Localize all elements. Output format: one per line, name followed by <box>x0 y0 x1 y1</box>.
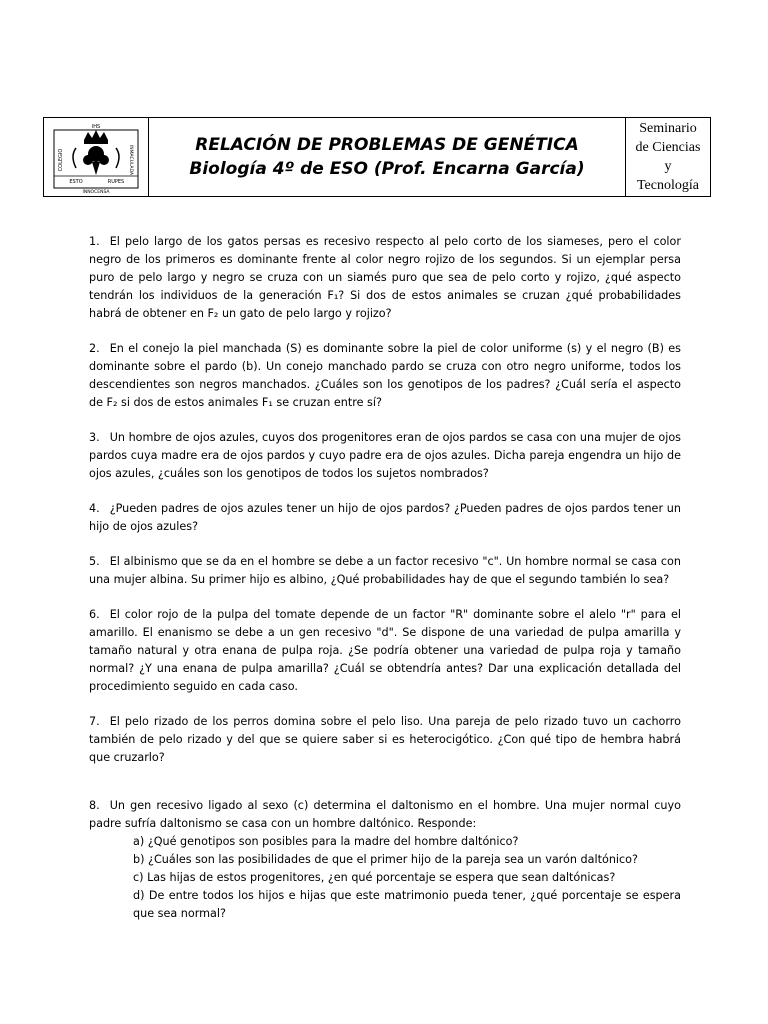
problem-5 <box>89 553 681 589</box>
problem-number: 4. <box>89 502 100 515</box>
department-cell <box>626 118 710 196</box>
sub-question-b: b) ¿Cuáles son las posibilidades de que el primer hijo de la pareja sea un varón daltónico? <box>133 853 638 866</box>
logo-text-left: COLEGIO <box>58 148 64 172</box>
department-line: Seminario <box>639 121 697 136</box>
department-label <box>636 119 701 195</box>
problem-number: 7. <box>89 715 100 728</box>
logo-text-right: INMACULADA <box>128 144 133 176</box>
problem-number: 3. <box>89 431 100 444</box>
problem-number: 1. <box>89 235 100 248</box>
sub-question-a: a) ¿Qué genotipos son posibles para la madre del hombre daltónico? <box>133 835 519 848</box>
department-line: de Ciencias <box>635 140 701 155</box>
title-cell <box>149 118 626 196</box>
problem-number: 5. <box>89 555 100 568</box>
logo-text-top: IHS <box>91 124 101 130</box>
problem-number: 2. <box>89 342 100 355</box>
school-crest-logo <box>48 120 144 194</box>
logo-cell <box>44 118 149 196</box>
problem-text: El pelo largo de los gatos persas es recesivo respecto al pelo corto de los siameses, pero el color negro de los primeros es dominante frente al color negro rojizo de los segundos. Si un ejemplar persa puro de pelo largo y negro se cruza con un siamés puro que sea de pelo corto y rojizo, ¿qué aspecto tendrán los individuos de la generación F₁? Si dos de estos animales se cruzan ¿qué probabilidades habrá de obtener en F₂ un gato de pelo largo y rojizo? <box>89 235 681 320</box>
header-table <box>43 117 711 197</box>
problem-number: 6. <box>89 608 100 621</box>
problem-8 <box>89 797 681 923</box>
sub-question-c: c) Las hijas de estos progenitores, ¿en qué porcentaje se espera que sean daltónicas? <box>133 871 616 884</box>
problem-2 <box>89 340 681 412</box>
problem-text: Un hombre de ojos azules, cuyos dos progenitores eran de ojos pardos se casa con una mujer de ojos pardos cuya madre era de ojos pardos y cuyo padre era de ojos azules. Dicha pareja engendra un hijo de ojos azules, ¿cuáles son los genotipos de todos los sujetos nombrados? <box>89 431 681 480</box>
logo-text-bottom-left: ESTO <box>69 179 83 185</box>
problem-text: El color rojo de la pulpa del tomate depende de un factor "R" dominante sobre el alelo "r" para el amarillo. El enanismo se debe a un gen recesivo "d". Se dispone de una variedad de pulpa amarilla y tamaño natural y otra enana de pulpa roja. ¿Se podría obtener una variedad de pulpa roja y tamaño normal? ¿Y una enana de pulpa amarilla? ¿Cuál se obtendría antes? Dar una explicación detallada del procedimiento seguido en cada caso. <box>89 608 681 693</box>
problem-number: 8. <box>89 799 100 812</box>
problem-7 <box>89 713 681 767</box>
problem-4 <box>89 500 681 536</box>
problem-text: ¿Pueden padres de ojos azules tener un hijo de ojos pardos? ¿Pueden padres de ojos pardos tener un hijo de ojos azules? <box>89 502 681 533</box>
problem-6 <box>89 606 681 696</box>
problem-text: El albinismo que se da en el hombre se debe a un factor recesivo "c". Un hombre normal se casa con una mujer albina. Su primer hijo es albino, ¿Qué probabilidades hay de que el segundo también lo sea? <box>89 555 681 586</box>
logo-text-base: INNOCENSA <box>82 190 110 194</box>
department-line: y <box>664 159 672 174</box>
problem-3 <box>89 429 681 483</box>
problem-text: En el conejo la piel manchada (S) es dominante sobre la piel de color uniforme (s) y el negro (B) es dominante sobre el pardo (b). Un conejo manchado pardo se cruza con otro negro uniforme, todos los descendientes son negros manchados. ¿Cuáles son los genotipos de los padres? ¿Cuál sería el aspecto de F₂ si dos de estos animales F₁ se cruzan entre sí? <box>89 342 681 409</box>
problem-text: Un gen recesivo ligado al sexo (c) determina el daltonismo en el hombre. Una mujer normal cuyo padre sufría daltonismo se casa con un hombre daltónico. Responde: <box>89 799 681 830</box>
document-title: RELACIÓN DE PROBLEMAS DE GENÉTICA <box>195 135 579 155</box>
logo-text-bottom-right: RUPES <box>107 179 125 185</box>
problem-text: El pelo rizado de los perros domina sobre el pelo liso. Una pareja de pelo rizado tuvo un cachorro también de pelo rizado y del que se quiere saber si es heterocigótico. ¿Con qué tipo de hembra habrá que cruzarlo? <box>89 715 681 764</box>
sub-question-d: d) De entre todos los hijos e hijas que este matrimonio pueda tener, ¿qué porcentaje se espera que sea normal? <box>133 889 681 920</box>
department-line: Tecnología <box>636 178 699 193</box>
document-subtitle: Biología 4º de ESO (Prof. Encarna García) <box>189 159 585 179</box>
problem-1 <box>89 233 681 323</box>
problems-list <box>89 233 681 940</box>
